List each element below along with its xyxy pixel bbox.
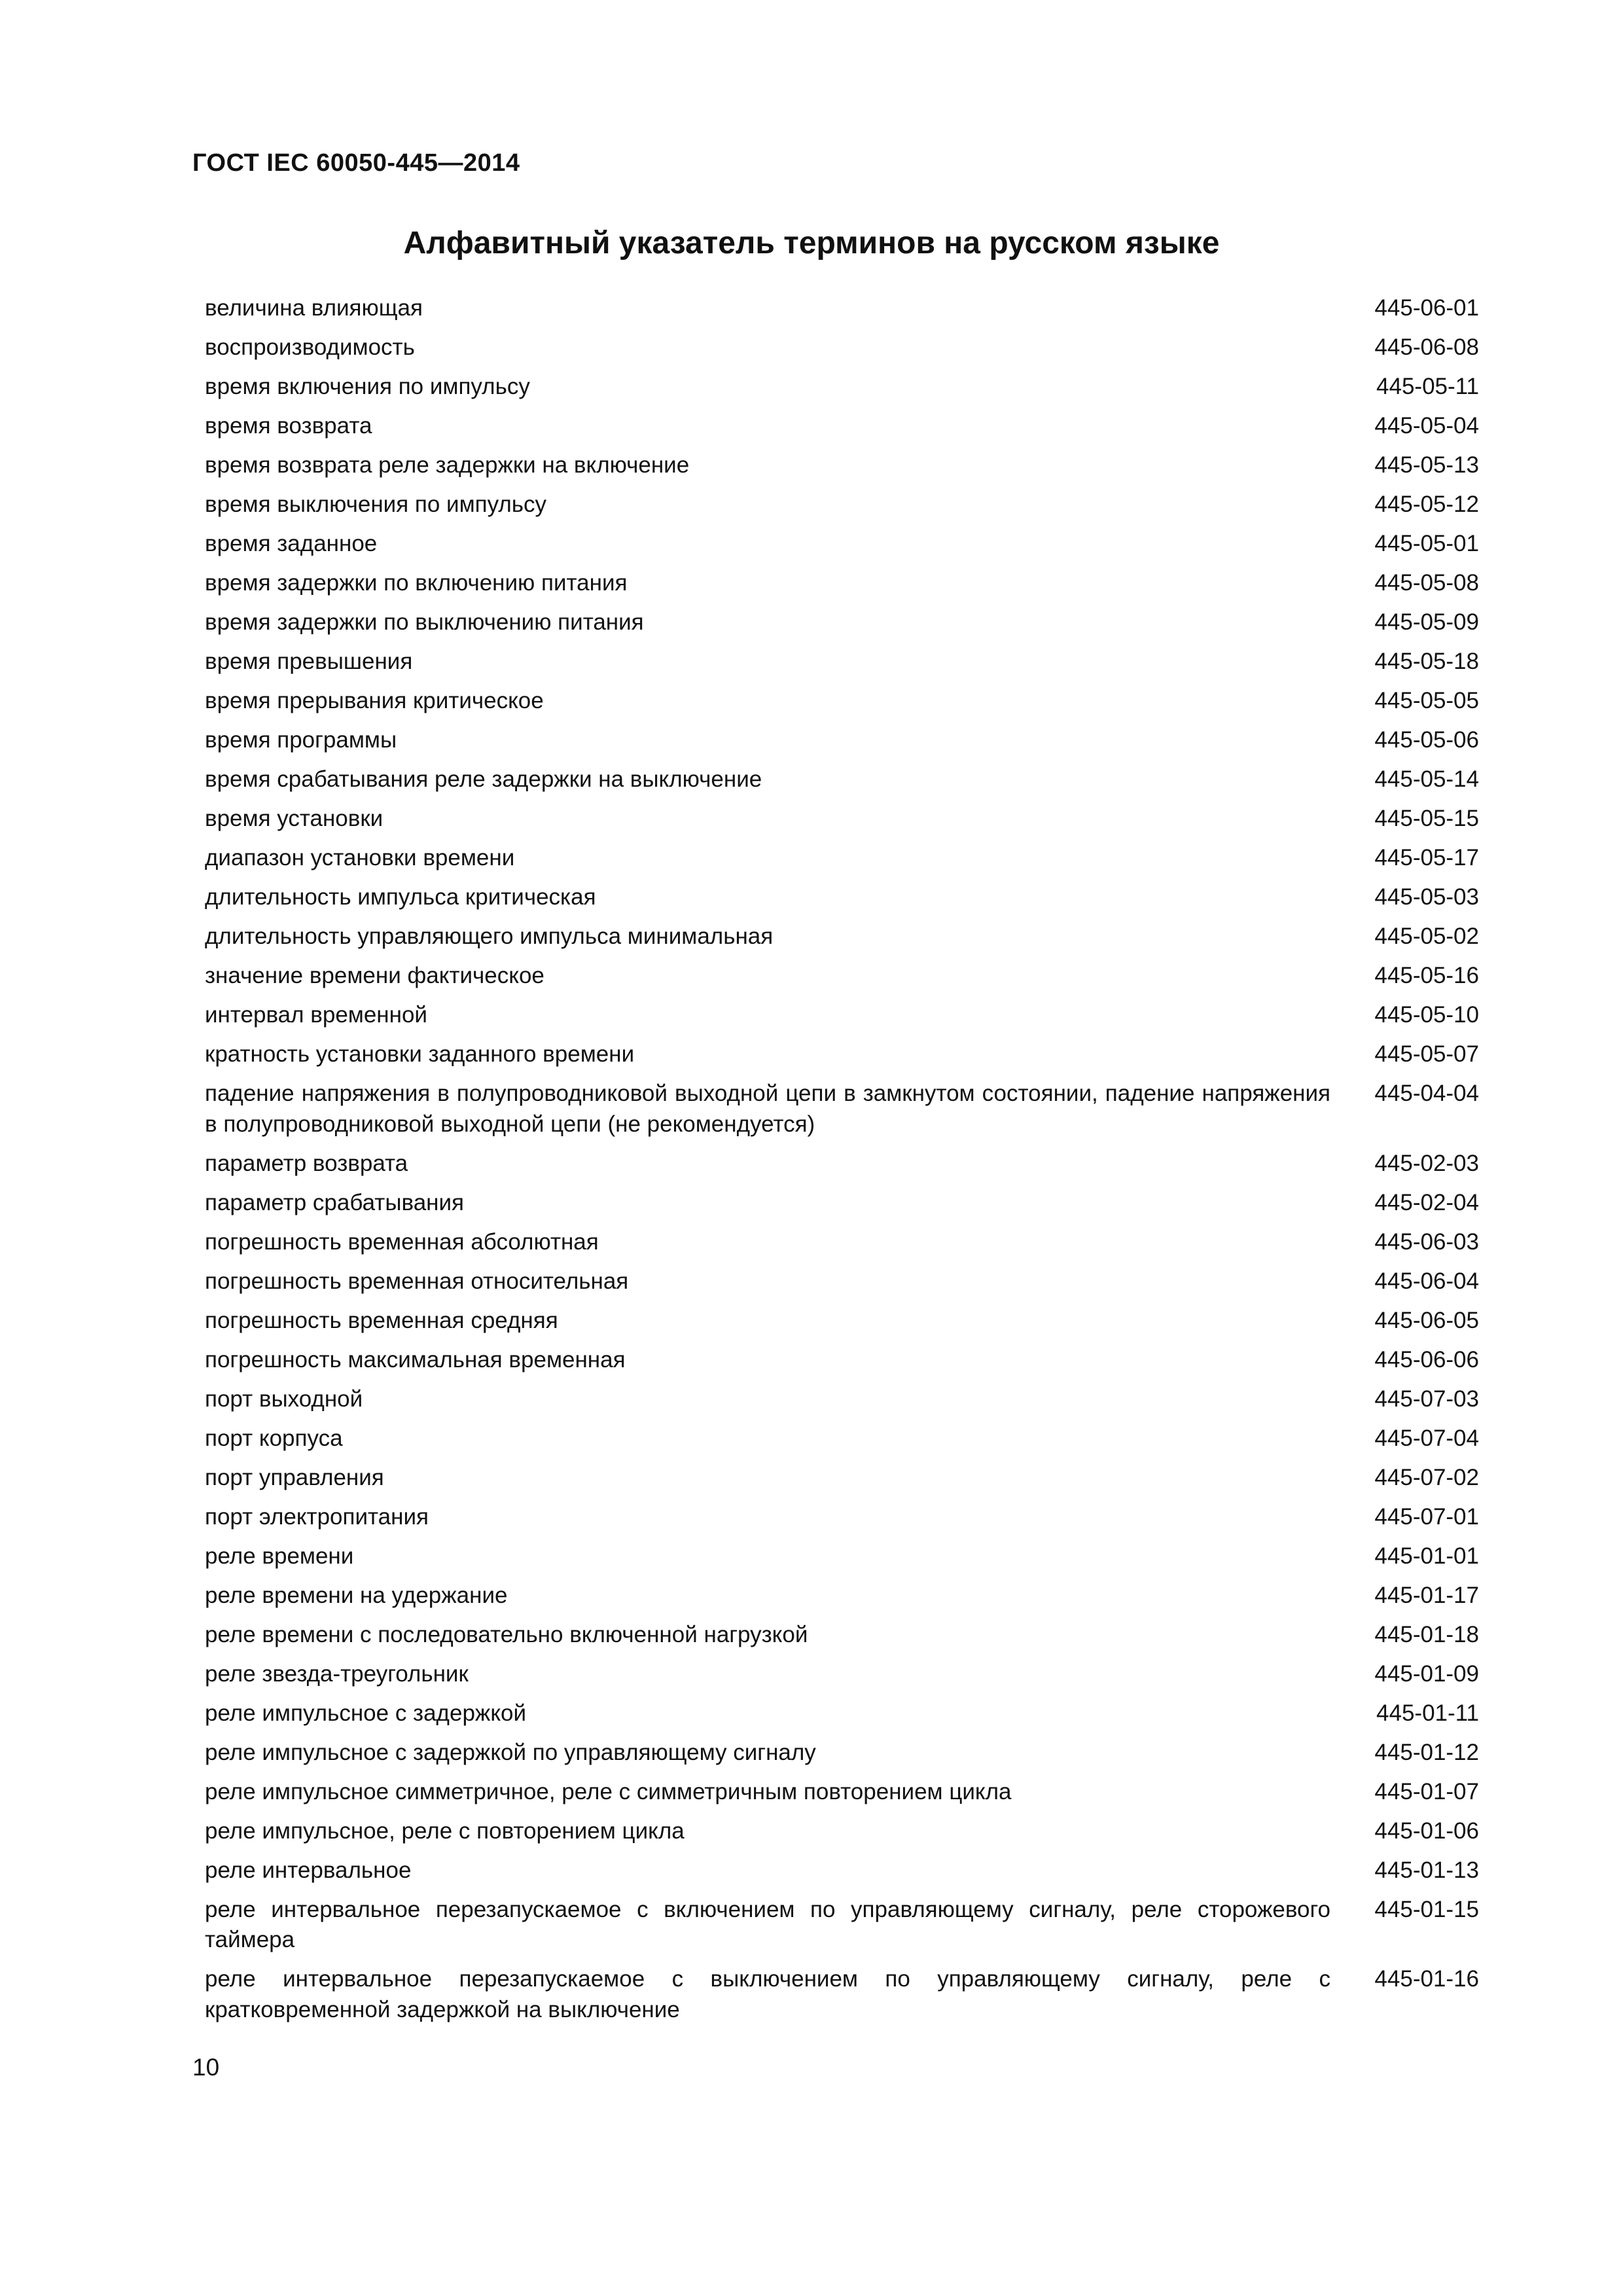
entry-code: 445-01-07 xyxy=(1374,1778,1479,1804)
index-entry xyxy=(205,1227,1479,1258)
entry-code: 445-01-17 xyxy=(1374,1582,1479,1608)
entry-term: реле времени с последовательно включенной нагрузкой xyxy=(205,1621,808,1647)
entry-code: 445-01-06 xyxy=(1374,1818,1479,1844)
entry-term: время выключения по импульсу xyxy=(205,492,546,517)
entry-term: порт выходной xyxy=(205,1386,363,1412)
entry-code: 445-05-04 xyxy=(1374,413,1479,439)
document-header: ГОСТ IEC 60050-445—2014 xyxy=(192,149,520,177)
entry-term: реле интервальное перезапускаемое с выключением по управляющему сигналу, реле с кратковременной задержкой на выключение xyxy=(205,1966,1330,2022)
entry-term: время превышения xyxy=(205,649,413,674)
index-entry xyxy=(205,1463,1479,1494)
index-entry xyxy=(205,922,1479,952)
entry-code: 445-05-03 xyxy=(1374,884,1479,910)
entry-code: 445-06-04 xyxy=(1374,1268,1479,1294)
index-entry xyxy=(205,804,1479,834)
index-entry xyxy=(205,725,1479,756)
entry-term: воспроизводимость xyxy=(205,334,415,360)
index-entry xyxy=(205,607,1479,638)
entry-term: интервал временной xyxy=(205,1002,427,1028)
entry-term: значение времени фактическое xyxy=(205,963,544,988)
entry-term: реле интервальное xyxy=(205,1857,412,1883)
entry-term: параметр возврата xyxy=(205,1150,408,1176)
entry-code: 445-01-18 xyxy=(1374,1621,1479,1647)
index-entry xyxy=(205,1777,1479,1808)
entry-term: время задержки по включению питания xyxy=(205,570,628,596)
entry-code: 445-05-16 xyxy=(1374,963,1479,988)
entry-code: 445-05-15 xyxy=(1374,806,1479,831)
entry-code: 445-07-04 xyxy=(1374,1425,1479,1451)
index-entry xyxy=(205,1079,1479,1139)
page-title: Алфавитный указатель терминов на русском языке xyxy=(403,226,1220,260)
entry-term: время возврата реле задержки на включение xyxy=(205,452,690,478)
index-entry xyxy=(205,1659,1479,1690)
entry-code: 445-05-07 xyxy=(1374,1041,1479,1067)
entry-term: длительность управляющего импульса минимальная xyxy=(205,924,774,949)
entry-code: 445-05-13 xyxy=(1374,452,1479,478)
index-entry xyxy=(205,293,1479,324)
entry-term: реле импульсное с задержкой по управляющему сигналу xyxy=(205,1739,816,1765)
index-entry xyxy=(205,764,1479,795)
entry-code: 445-01-13 xyxy=(1374,1857,1479,1883)
index-entry xyxy=(205,1816,1479,1847)
entry-term: время программы xyxy=(205,727,397,753)
entry-term: реле времени на удержание xyxy=(205,1582,508,1608)
index-entry xyxy=(205,332,1479,363)
entry-term: падение напряжения в полупроводниковой выходной цепи в замкнутом состоянии, падение напряжения в полупроводниковой выходной цепи (не рекомендуется) xyxy=(205,1081,1330,1137)
index-entry xyxy=(205,1698,1479,1729)
entry-term: длительность импульса критическая xyxy=(205,884,596,910)
index-entry xyxy=(205,961,1479,992)
index-entry xyxy=(205,1541,1479,1572)
entry-code: 445-02-04 xyxy=(1374,1189,1479,1215)
index-entry xyxy=(205,1856,1479,1886)
entry-code: 445-05-01 xyxy=(1374,531,1479,556)
entry-term: время срабатывания реле задержки на выключение xyxy=(205,766,762,792)
index-entry xyxy=(205,1620,1479,1651)
entry-term: погрешность временная относительная xyxy=(205,1268,629,1294)
entry-term: величина влияющая xyxy=(205,295,423,321)
entry-code: 445-05-05 xyxy=(1374,688,1479,713)
entry-code: 445-06-06 xyxy=(1374,1346,1479,1372)
entry-term: параметр срабатывания xyxy=(205,1189,464,1215)
index-entry xyxy=(205,1738,1479,1768)
index-entry xyxy=(205,450,1479,481)
index-entry xyxy=(205,1266,1479,1297)
entry-term: время включения по импульсу xyxy=(205,374,530,399)
entry-term: реле звезда-треугольник xyxy=(205,1660,469,1687)
entry-code: 445-06-01 xyxy=(1374,295,1479,321)
index-entry xyxy=(205,1000,1479,1031)
index-entry xyxy=(205,1964,1479,2025)
index-entry xyxy=(205,490,1479,520)
entry-code: 445-06-03 xyxy=(1374,1229,1479,1255)
entry-code: 445-07-02 xyxy=(1374,1464,1479,1490)
entry-code: 445-05-09 xyxy=(1374,609,1479,635)
index-entry xyxy=(205,1149,1479,1179)
entry-code: 445-05-18 xyxy=(1374,649,1479,674)
entry-code: 445-01-16 xyxy=(1374,1966,1479,1992)
page-number: 10 xyxy=(192,2054,220,2081)
index-entry xyxy=(205,686,1479,717)
index-entry xyxy=(205,568,1479,599)
entry-term: время прерывания критическое xyxy=(205,688,544,713)
entry-term: реле импульсное симметричное, реле с симметричным повторением цикла xyxy=(205,1778,1012,1804)
index-entry xyxy=(205,1345,1479,1376)
entry-term: порт корпуса xyxy=(205,1425,343,1451)
term-index-list xyxy=(205,293,1479,2034)
entry-code: 445-05-14 xyxy=(1374,766,1479,792)
index-entry xyxy=(205,1188,1479,1219)
entry-code: 445-01-01 xyxy=(1374,1543,1479,1569)
entry-term: порт электропитания xyxy=(205,1503,429,1530)
entry-code: 445-07-01 xyxy=(1374,1503,1479,1530)
index-entry xyxy=(205,1039,1479,1070)
entry-code: 445-01-15 xyxy=(1374,1896,1479,1922)
entry-code: 445-05-02 xyxy=(1374,924,1479,949)
entry-term: время установки xyxy=(205,806,383,831)
entry-term: кратность установки заданного времени xyxy=(205,1041,635,1067)
index-entry xyxy=(205,1306,1479,1336)
entry-code: 445-01-12 xyxy=(1374,1739,1479,1765)
index-entry xyxy=(205,843,1479,874)
entry-term: погрешность временная средняя xyxy=(205,1307,558,1333)
index-entry xyxy=(205,882,1479,913)
entry-code: 445-05-12 xyxy=(1374,492,1479,517)
entry-code: 445-04-04 xyxy=(1374,1081,1479,1106)
entry-term: реле импульсное с задержкой xyxy=(205,1700,527,1726)
index-entry xyxy=(205,411,1479,442)
entry-code: 445-05-06 xyxy=(1374,727,1479,753)
index-entry xyxy=(205,1424,1479,1454)
entry-term: время задержки по выключению питания xyxy=(205,609,644,635)
entry-code: 445-05-08 xyxy=(1374,570,1479,596)
entry-term: реле времени xyxy=(205,1543,354,1569)
index-entry xyxy=(205,1581,1479,1611)
entry-term: время возврата xyxy=(205,413,372,439)
entry-code: 445-05-10 xyxy=(1374,1002,1479,1028)
entry-code: 445-05-17 xyxy=(1374,845,1479,870)
entry-term: диапазон установки времени xyxy=(205,845,515,870)
entry-code: 445-02-03 xyxy=(1374,1150,1479,1176)
entry-code: 445-06-05 xyxy=(1374,1307,1479,1333)
index-entry xyxy=(205,1502,1479,1533)
entry-term: порт управления xyxy=(205,1464,384,1490)
entry-code: 445-05-11 xyxy=(1376,374,1479,399)
index-entry xyxy=(205,1384,1479,1415)
index-entry xyxy=(205,1895,1479,1956)
entry-code: 445-07-03 xyxy=(1374,1386,1479,1412)
entry-code: 445-06-08 xyxy=(1374,334,1479,360)
entry-term: реле импульсное, реле с повторением цикла xyxy=(205,1818,685,1844)
entry-term: погрешность временная абсолютная xyxy=(205,1229,599,1255)
entry-code: 445-01-09 xyxy=(1374,1660,1479,1687)
entry-code: 445-01-11 xyxy=(1376,1700,1479,1726)
index-entry xyxy=(205,372,1479,403)
index-entry xyxy=(205,647,1479,677)
entry-term: погрешность максимальная временная xyxy=(205,1346,626,1372)
index-entry xyxy=(205,529,1479,560)
entry-term: реле интервальное перезапускаемое с включением по управляющему сигналу, реле сторожевого таймера xyxy=(205,1896,1330,1952)
entry-term: время заданное xyxy=(205,531,378,556)
